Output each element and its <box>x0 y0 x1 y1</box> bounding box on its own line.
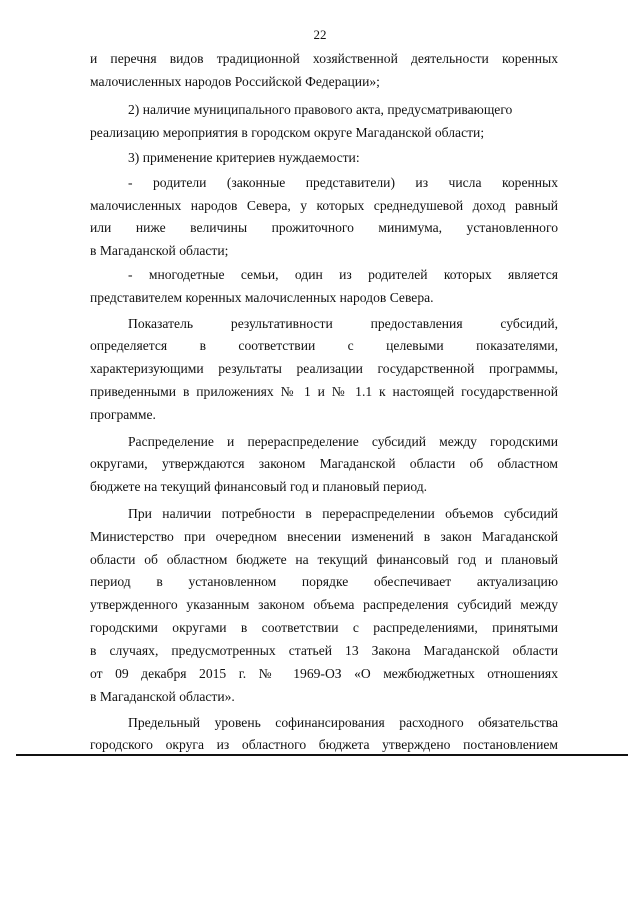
text-line: 2) наличие муниципального правового акта, предусматривающего <box>128 102 513 117</box>
text-line: городского округа из областного бюджета утверждено постановлением <box>90 737 558 752</box>
text-line: период в установленном порядке обеспечивает актуализацию <box>90 574 558 589</box>
text-line: - родители (законные представители) из числа коренных <box>128 175 558 190</box>
text-line: приведенными в приложениях № 1 и № 1.1 к настоящей государственной <box>90 384 558 399</box>
text-line: программе. <box>90 407 156 422</box>
text-line: малочисленных народов Российской Федерации»; <box>90 74 380 89</box>
text-line: При наличии потребности в перераспределении объемов субсидий <box>128 506 558 521</box>
page-divider <box>16 754 628 756</box>
text-line: Министерство при очередном внесении изменений в закон Магаданской <box>90 529 558 544</box>
text-line: в случаях, предусмотренных статьей 13 Закона Магаданской области <box>90 643 558 658</box>
text-line: Распределение и перераспределение субсидий между городскими <box>128 434 558 449</box>
text-line: представителем коренных малочисленных народов Севера. <box>90 290 434 305</box>
text-line: округами, утверждаются законом Магаданской области об областном <box>90 456 558 471</box>
text-line: в Магаданской области; <box>90 243 229 258</box>
text-line: - многодетные семьи, один из родителей которых является <box>128 267 558 282</box>
text-line: области об областном бюджете на текущий финансовый год и плановый <box>90 552 558 567</box>
text-line: городскими округами в соответствии с распределениями, принятыми <box>90 620 558 635</box>
text-line: в Магаданской области». <box>90 689 235 704</box>
text-line: и перечня видов традиционной хозяйственной деятельности коренных <box>90 51 558 66</box>
text-line: характеризующими результаты реализации государственной программы, <box>90 361 558 376</box>
text-line: малочисленных народов Севера, у которых среднедушевой доход равный <box>90 198 558 213</box>
text-line: Предельный уровень софинансирования расходного обязательства <box>128 715 558 730</box>
text-line: Показатель результативности предоставления субсидий, <box>128 316 558 331</box>
text-line: или ниже величины прожиточного минимума, установленного <box>90 220 558 235</box>
text-line: 3) применение критериев нуждаемости: <box>128 150 360 165</box>
page-number: 22 <box>313 27 327 42</box>
text-line: реализацию мероприятия в городском округе Магаданской области; <box>90 125 485 140</box>
text-line: бюджете на текущий финансовый год и плановый период. <box>90 479 428 494</box>
text-line: от 09 декабря 2015 г. № 1969-ОЗ «О межбюджетных отношениях <box>90 666 558 681</box>
text-line: определяется в соответствии с целевыми показателями, <box>90 338 558 353</box>
text-line: утвержденного указанным законом объема распределения субсидий между <box>90 597 558 612</box>
